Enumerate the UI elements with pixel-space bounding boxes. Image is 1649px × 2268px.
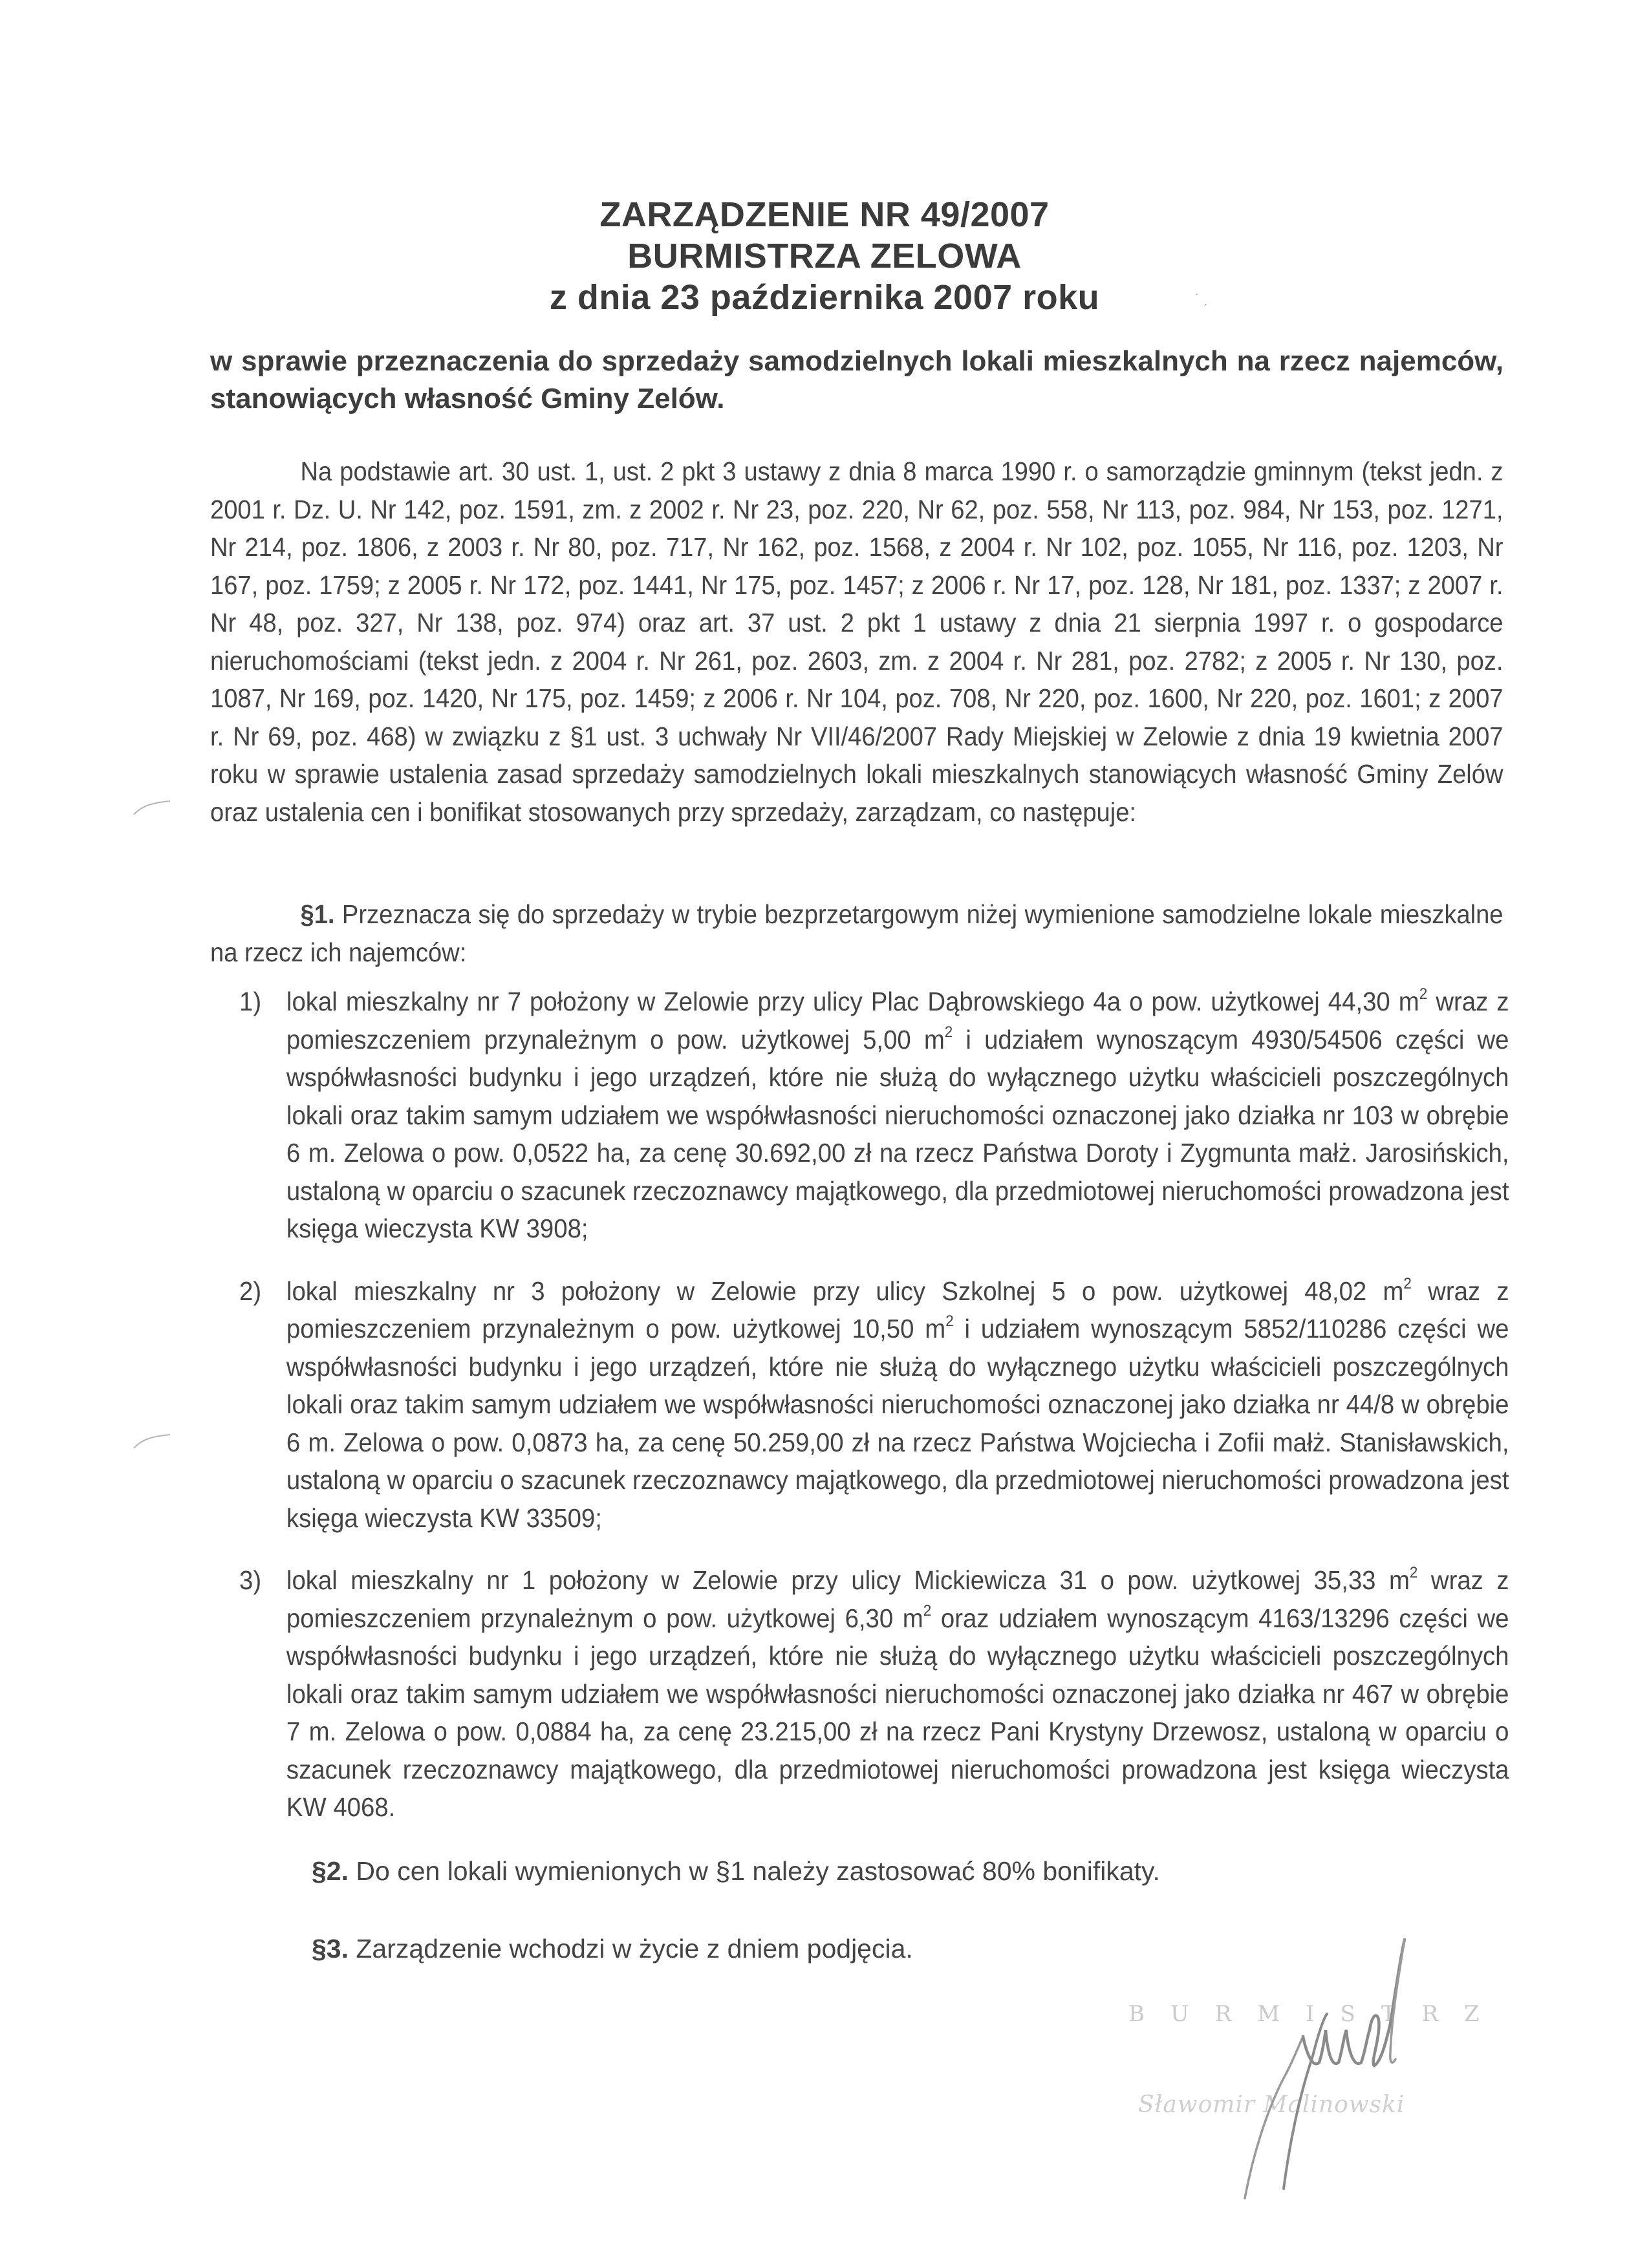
superscript: 2 (1419, 985, 1428, 1003)
title-issuer: BURMISTRZA ZELOWA (627, 237, 1022, 275)
title-ordinance-number: ZARZĄDZENIE NR 49/2007 (599, 195, 1050, 234)
item-text: lokal mieszkalny nr 3 położony w Zelowie przy ulicy Szkolnej 5 o pow. użytkowej 48,02 m (286, 1276, 1404, 1306)
stamp-title: BURMISTRZ (1128, 2001, 1505, 2027)
apartment-list (239, 983, 1509, 1851)
item-text: lokal mieszkalny nr 1 położony w Zelowie przy ulicy Mickiewicza 31 o pow. użytkowej 35,33 m (286, 1565, 1410, 1595)
stamp-name: Sławomir Malinowski (1138, 2091, 1405, 2118)
item-text: i udziałem wynoszącym 4930/54506 części we współwłasności budynku i jego urządzeń, które nie służą do wyłącznego użytku właścicieli poszczególnych lokali oraz takim samym udziałem we współwłasności nieruchomości oznaczonej jako działka nr 103 w obrębie 6 m. Zelowa o pow. 0,0522 ha, za cenę 30.692,00 zł na rzecz Państwa Doroty i Zygmunta małż. Jarosińskich, ustaloną w oparciu o szacunek rzeczoznawcy majątkowego, dla przedmiotowej nieruchomości prowadzona jest księga wieczysta KW 3908; (286, 1024, 1509, 1243)
handwritten-signature-icon (1164, 1933, 1423, 2205)
section-1-text: Przeznacza się do sprzedaży w trybie bezprzetargowym niżej wymienione samodzielne lokale mieszkalne na rzecz ich najemców: (210, 899, 1503, 967)
section-2-label: §2. (312, 1856, 349, 1886)
item-text: i udziałem wynoszącym 5852/110286 części we współwłasności budynku i jego urządzeń, które nie służą do wyłącznego użytku właścicieli poszczególnych lokali oraz takim samym udziałem we współwłasności nieruchomości oznaczonej jako działka nr 44/8 w obrębie 6 m. Zelowa o pow. 0,0873 ha, za cenę 50.259,00 zł na rzecz Państwa Wojciecha i Zofii małż. Stanisławskich, ustaloną w oparciu o szacunek rzeczoznawcy majątkowego, dla przedmiotowej nieruchomości prowadzona jest księga wieczysta KW 33509; (286, 1314, 1509, 1533)
superscript: 2 (944, 1023, 953, 1041)
section-3 (312, 1930, 913, 1967)
item-text: wraz z pomieszczeniem przynależnym o pow. użytkowej 10,50 m (286, 1276, 1509, 1343)
item-text: wraz z pomieszczeniem przynależnym o pow. użytkowej 5,00 m (286, 987, 1509, 1054)
list-item-number: 2) (239, 1276, 262, 1306)
list-item (239, 1272, 1509, 1537)
section-2-text: Do cen lokali wymienionych w §1 należy zastosować 80% bonifikaty. (349, 1856, 1160, 1886)
section-1-intro (210, 895, 1503, 971)
superscript: 2 (1403, 1274, 1412, 1292)
item-text: oraz udziałem wynoszącym 4163/13296 części we współwłasności budynku i jego urządzeń, które nie służą do wyłącznego użytku właścicieli poszczególnych lokali oraz takim samym udziałem we współwłasności nieruchomości oznaczonej jako działka nr 467 w obrębie 7 m. Zelowa o pow. 0,0884 ha, za cenę 23.215,00 zł na rzecz Pani Krystyny Drzewosz, ustaloną w oparciu o szacunek rzeczoznawcy majątkowego, dla przedmiotowej nieruchomości prowadzona jest księga wieczysta KW 4068. (286, 1603, 1509, 1822)
list-item (239, 1561, 1509, 1826)
margin-fold-mark-icon (133, 798, 171, 818)
item-text: wraz z pomieszczeniem przynależnym o pow. użytkowej 6,30 m (286, 1565, 1509, 1633)
section-1-label: §1. (300, 899, 335, 929)
legal-basis-preamble: Na podstawie art. 30 ust. 1, ust. 2 pkt 3 ustawy z dnia 8 marca 1990 r. o samorządzie gminnym (tekst jedn. z 2001 r. Dz. U. Nr 142, poz. 1591, zm. z 2002 r. Nr 23, poz. 220, Nr 62, poz. 558, Nr 113, poz. 984, Nr 153, poz. 1271, Nr 214, poz. 1806, z 2003 r. Nr 80, poz. 717, Nr 162, poz. 1568, z 2004 r. Nr 102, poz. 1055, Nr 116, poz. 1203, Nr 167, poz. 1759; z 2005 r. Nr 172, poz. 1441, Nr 175, poz. 1457; z 2006 r. Nr 17, poz. 128, Nr 181, poz. 1337; z 2007 r. Nr 48, poz. 327, Nr 138, poz. 974) oraz art. 37 ust. 2 pkt 1 ustawy z dnia 21 sierpnia 1997 r. o gospodarce nieruchomościami (tekst jedn. z 2004 r. Nr 261, poz. 2603, zm. z 2004 r. Nr 281, poz. 2782; z 2005 r. Nr 130, poz. 1087, Nr 169, poz. 1420, Nr 175, poz. 1459; z 2006 r. Nr 104, poz. 708, Nr 220, poz. 1600, Nr 220, poz. 1601; z 2007 r. Nr 69, poz. 468) w związku z §1 ust. 3 uchwały Nr VII/46/2007 Rady Miejskiej w Zelowie z dnia 19 kwietnia 2007 roku w sprawie ustalenia zasad sprzedaży samodzielnych lokali mieszkalnych stanowiących własność Gminy Zelów oraz ustalenia cen i bonifikat stosowanych przy sprzedaży, zarządzam, co następuje: (210, 456, 1503, 827)
section-2 (312, 1852, 1160, 1890)
section-3-label: §3. (312, 1934, 349, 1963)
document-subject: w sprawie przeznaczenia do sprzedaży samodzielnych lokali mieszkalnych na rzecz najemców, stanowiących własność Gminy Zelów. (210, 345, 1503, 414)
list-item-number: 1) (239, 987, 262, 1016)
section-3-text: Zarządzenie wchodzi w życie z dniem podjęcia. (349, 1934, 913, 1963)
scan-artifact: ˙ ˏ (1195, 292, 1207, 306)
title-date: z dnia 23 października 2007 roku (549, 278, 1100, 317)
superscript: 2 (945, 1312, 954, 1330)
list-item-number: 3) (239, 1565, 262, 1595)
list-item (239, 983, 1509, 1248)
item-text: lokal mieszkalny nr 7 położony w Zelowie przy ulicy Plac Dąbrowskiego 4a o pow. użytkowej 44,30 m (286, 987, 1419, 1016)
superscript: 2 (923, 1601, 932, 1620)
superscript: 2 (1409, 1564, 1418, 1581)
margin-fold-mark-icon (133, 1432, 171, 1451)
document-header (0, 194, 1649, 318)
